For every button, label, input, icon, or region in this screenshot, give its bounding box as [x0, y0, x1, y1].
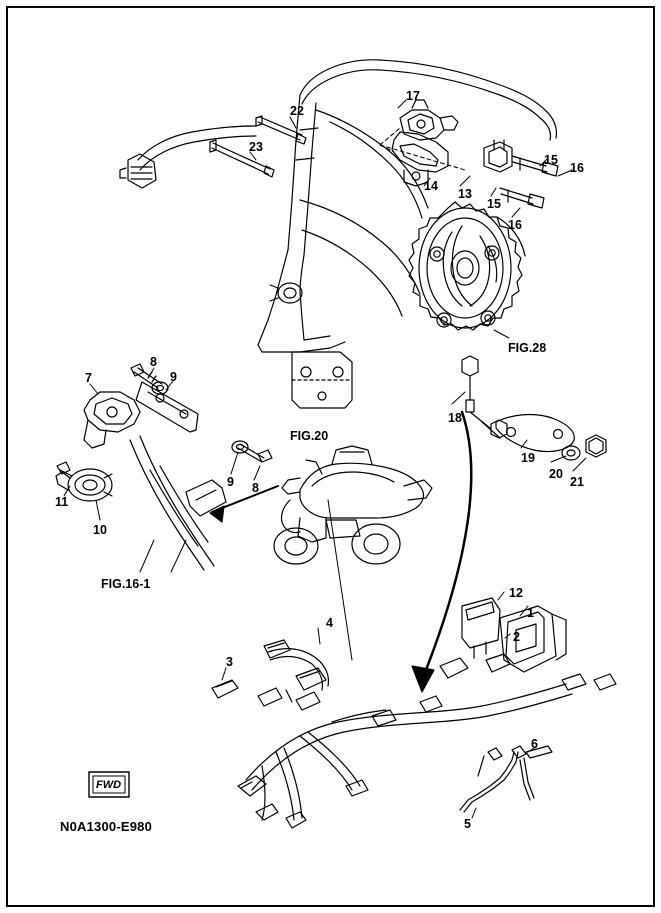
callout-13: 13: [458, 187, 472, 201]
callout-5: 5: [464, 817, 471, 831]
callout-12: 12: [509, 586, 523, 600]
callout-8-upper: 8: [150, 355, 157, 369]
callout-16-lower: 16: [508, 218, 522, 232]
fwd-direction-marker: FWD: [96, 779, 122, 791]
callout-9-upper: 9: [170, 370, 177, 384]
callout-3: 3: [226, 655, 233, 669]
callout-16-upper: 16: [570, 161, 584, 175]
callout-20: 20: [549, 467, 563, 481]
callout-21: 21: [570, 475, 584, 489]
callout-17: 17: [406, 89, 420, 103]
callout-9-lower: 9: [227, 475, 234, 489]
callout-22: 22: [290, 104, 304, 118]
callout-15-lower: 15: [487, 197, 501, 211]
callout-1: 1: [527, 606, 534, 620]
callout-4: 4: [326, 616, 333, 630]
figure-ref-20: FIG.20: [290, 429, 329, 443]
callout-2: 2: [513, 630, 520, 644]
callout-19: 19: [521, 451, 535, 465]
figure-ref-16-1: FIG.16-1: [101, 577, 151, 591]
callout-14: 14: [424, 179, 438, 193]
figure-ref-28: FIG.28: [508, 341, 547, 355]
callout-18: 18: [448, 411, 462, 425]
callout-10: 10: [93, 523, 107, 537]
part-code: N0A1300-E980: [60, 819, 153, 834]
callout-23: 23: [249, 140, 263, 154]
callout-6: 6: [531, 737, 538, 751]
callout-7: 7: [85, 371, 92, 385]
callout-15-upper: 15: [544, 153, 558, 167]
callout-11: 11: [55, 495, 69, 509]
callout-8-lower: 8: [252, 481, 259, 495]
